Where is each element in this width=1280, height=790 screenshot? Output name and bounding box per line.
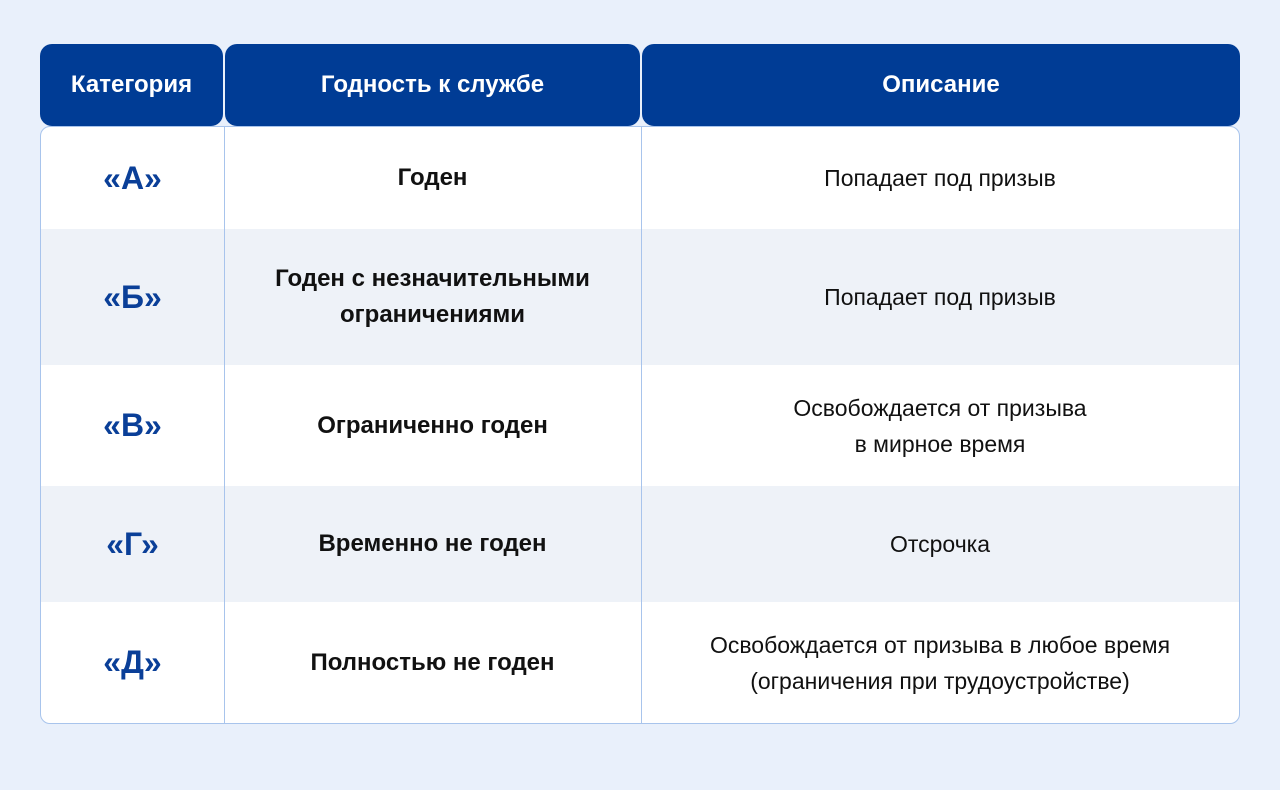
fitness-category-table xyxy=(40,44,1240,694)
fitness-cell: Временно не годен xyxy=(318,530,547,557)
column-divider xyxy=(224,365,225,486)
table-row xyxy=(41,365,1239,486)
column-divider xyxy=(224,486,225,602)
table-body xyxy=(40,126,1240,724)
table-row xyxy=(41,486,1239,602)
column-divider xyxy=(641,602,642,723)
column-divider xyxy=(224,602,225,723)
description-cell: Попадает под призыв xyxy=(824,284,1056,310)
fitness-cell: Годен xyxy=(397,164,468,191)
table-row xyxy=(41,602,1239,723)
column-divider xyxy=(641,229,642,365)
description-cell: Попадает под призыв xyxy=(824,165,1056,191)
table-row xyxy=(41,229,1239,365)
column-divider xyxy=(224,229,225,365)
header-category: Категория xyxy=(40,44,223,126)
description-cell: Освобождается от призыва в любое время (ограничения при трудоустройстве) xyxy=(709,631,1171,694)
category-cell: «Д» xyxy=(103,644,162,680)
description-cell: Отсрочка xyxy=(889,531,991,557)
category-cell: «В» xyxy=(103,407,162,443)
fitness-cell: Ограниченно годен xyxy=(317,411,548,439)
table-row xyxy=(41,127,1239,229)
column-divider xyxy=(224,127,225,229)
column-divider xyxy=(641,127,642,229)
category-cell: «Г» xyxy=(106,525,159,562)
category-cell: «Б» xyxy=(103,278,162,315)
fitness-cell: Годен с незначительными ограничениями xyxy=(275,265,590,328)
description-cell: Освобождается от призыва в мирное время xyxy=(793,394,1087,457)
header-fitness: Годность к службе xyxy=(225,44,640,126)
table-header xyxy=(40,44,1240,126)
header-description: Описание xyxy=(642,44,1240,126)
column-divider xyxy=(641,486,642,602)
fitness-cell: Полностью не годен xyxy=(310,648,555,676)
category-cell: «А» xyxy=(103,159,162,196)
column-divider xyxy=(641,365,642,486)
